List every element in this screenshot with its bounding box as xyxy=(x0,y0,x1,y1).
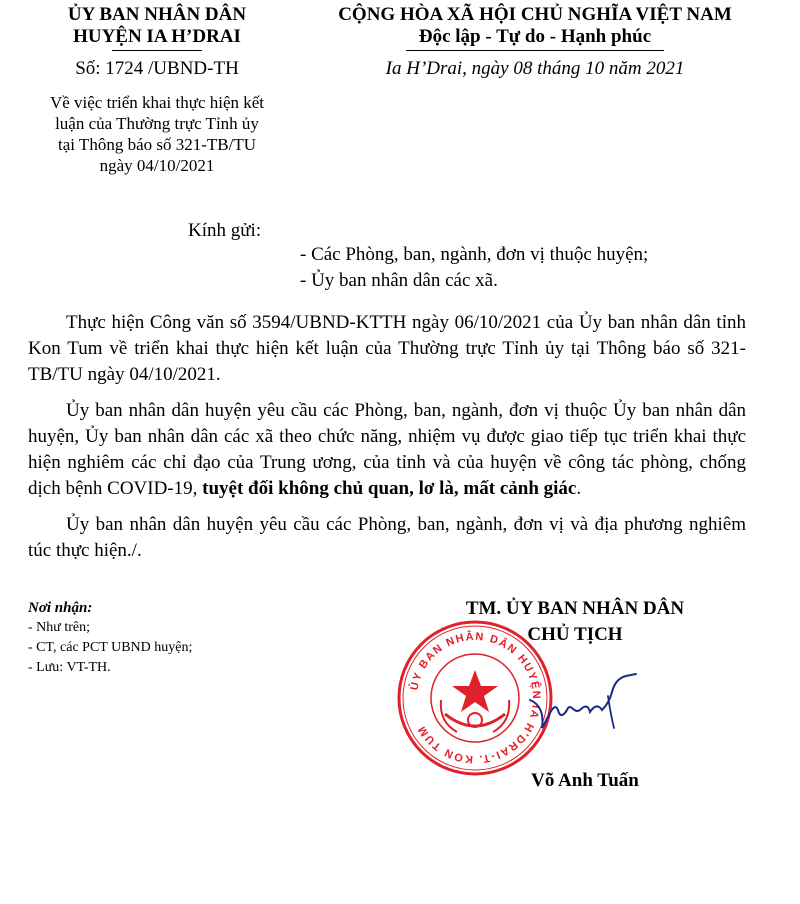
document-subject xyxy=(22,92,292,176)
national-title: CỘNG HÒA XÃ HỘI CHỦ NGHĨA VIỆT NAM xyxy=(338,4,732,25)
body-paragraph-2 xyxy=(28,398,746,502)
issuer-name-line1: ỦY BAN NHÂN DÂN xyxy=(67,4,247,25)
issuer-header xyxy=(22,4,292,51)
subject-line: ngày 04/10/2021 xyxy=(99,156,215,175)
subject-line: Về việc triển khai thực hiện kết xyxy=(49,93,265,112)
recipient-item: - Ủy ban nhân dân các xã. xyxy=(300,270,498,291)
issuer-underline xyxy=(112,50,202,51)
distribution-title: Nơi nhận: xyxy=(28,600,93,616)
signature-title-line2: CHỦ TỊCH xyxy=(527,624,623,645)
signature-title-line1: TM. ỦY BAN NHÂN DÂN xyxy=(465,598,685,619)
subject-line: tại Thông báo số 321-TB/TU xyxy=(58,135,256,154)
seal-text: ỦY BAN NHÂN DÂN HUYỆN IA H'DRAI-T. KON TUM xyxy=(408,630,543,766)
signer-name: Võ Anh Tuấn xyxy=(531,770,639,791)
national-motto: Độc lập - Tự do - Hạnh phúc xyxy=(418,26,652,47)
document-number: Số: 1724 /UBND-TH xyxy=(75,58,239,79)
body-paragraph-2-emphasis: tuyệt đối không chủ quan, lơ là, mất cảnh giác xyxy=(202,478,577,499)
body-paragraph-3: Ủy ban nhân dân huyện yêu cầu các Phòng, ban, ngành, đơn vị và địa phương nghiêm túc thực hiện./. xyxy=(28,514,746,561)
body-paragraph-2-text: Ủy ban nhân dân huyện yêu cầu các Phòng, ban, ngành, đơn vị thuộc Ủy ban nhân dân huyện, Ủy ban nhân dân các xã theo chức năng, nhiệm vụ được giao tiếp tục triển khai thực hiện nghiêm các chỉ đạo của Trung ương, của tỉnh và của huyện về công tác phòng, chống dịch bệnh COVID-19, xyxy=(28,400,746,499)
national-header xyxy=(300,4,770,51)
document-date: Ia H’Drai, ngày 08 tháng 10 năm 2021 xyxy=(385,58,685,79)
distribution-item: - CT, các PCT UBND huyện; xyxy=(28,640,193,655)
salutation: Kính gửi: xyxy=(188,220,262,241)
issuer-name-line2: HUYỆN IA H’DRAI xyxy=(73,26,241,47)
recipient-item: - Các Phòng, ban, ngành, đơn vị thuộc huyện; xyxy=(300,244,649,265)
handwritten-signature xyxy=(528,670,638,740)
recipient-list xyxy=(300,242,648,294)
distribution-list xyxy=(28,598,192,678)
distribution-item: - Như trên; xyxy=(28,620,91,635)
body-paragraph-2-end: . xyxy=(576,478,582,499)
distribution-item: - Lưu: VT-TH. xyxy=(28,660,111,675)
body-paragraph-1: Thực hiện Công văn số 3594/UBND-KTTH ngày 06/10/2021 của Ủy ban nhân dân tỉnh Kon Tum về triển khai thực hiện kết luận của Thường trực Tỉnh ủy tại Thông báo số 321-TB/TU ngày 04/10/2021. xyxy=(28,312,746,385)
document-body xyxy=(28,310,746,574)
motto-underline xyxy=(406,50,664,51)
subject-line: luận của Thường trực Tỉnh ủy xyxy=(55,114,259,133)
